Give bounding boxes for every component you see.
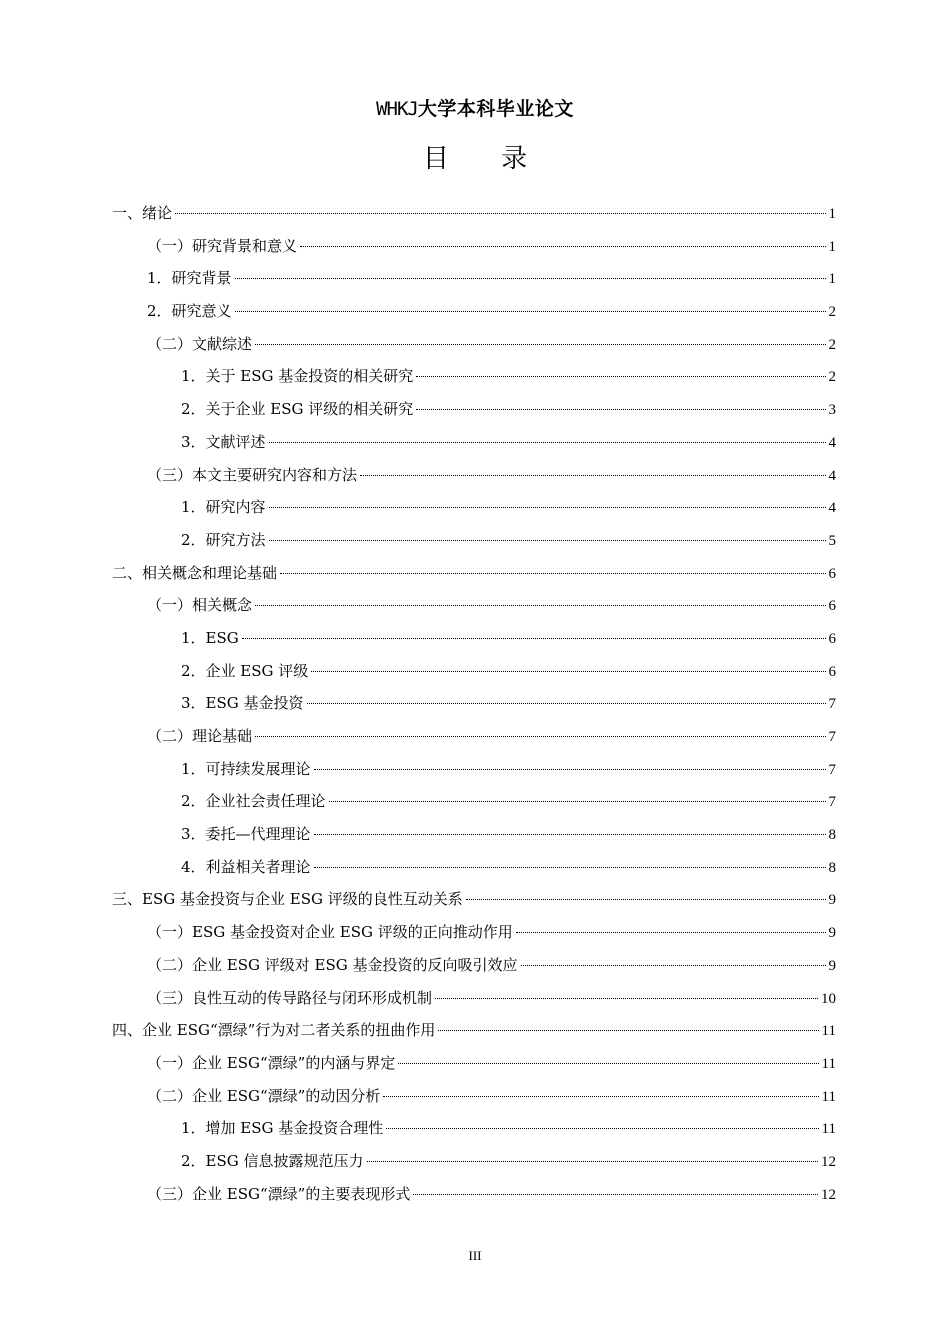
toc-dot-leader [235, 278, 826, 279]
toc-entry[interactable] [0, 328, 950, 361]
toc-entry[interactable] [0, 491, 950, 524]
toc-dot-leader [314, 769, 826, 770]
toc-entry-page-number: 6 [828, 630, 836, 647]
toc-dot-leader [329, 801, 826, 802]
toc-entry-label: 3．委托—代理理论 [181, 825, 311, 844]
toc-dot-leader [466, 899, 826, 900]
toc-dot-leader [416, 409, 825, 410]
toc-dot-leader [280, 573, 825, 574]
toc-entry[interactable] [0, 1014, 950, 1047]
toc-dot-leader [300, 246, 825, 247]
toc-entry-page-number: 7 [828, 729, 836, 745]
toc-dot-leader [398, 1063, 818, 1064]
toc-entry-label: （三）企业 ESG“漂绿”的主要表现形式 [147, 1184, 411, 1203]
toc-entry-label: （二）企业 ESG“漂绿”的动因分析 [147, 1086, 381, 1105]
toc-dot-leader [175, 213, 825, 214]
toc-entry-page-number: 1 [828, 271, 836, 288]
toc-dot-leader [367, 1161, 818, 1162]
toc-dot-leader [435, 998, 818, 999]
toc-entry[interactable] [0, 622, 950, 655]
toc-entry-label: 三、ESG 基金投资与企业 ESG 评级的良性互动关系 [112, 890, 463, 909]
toc-entry[interactable] [0, 851, 950, 884]
toc-entry[interactable] [0, 197, 950, 230]
toc-entry-label: （三）本文主要研究内容和方法 [147, 465, 358, 484]
toc-entry-label: （一）ESG 基金投资对企业 ESG 评级的正向推动作用 [147, 923, 513, 942]
toc-dot-leader [269, 540, 826, 541]
toc-entry-page-number: 4 [828, 467, 836, 484]
toc-entry-page-number: 4 [828, 434, 836, 451]
toc-entry-label: （一）相关概念 [147, 596, 253, 615]
toc-entry-label: 1．增加 ESG 基金投资合理性 [181, 1119, 384, 1138]
toc-entry-page-number: 2 [828, 304, 836, 321]
toc-dot-leader [255, 605, 825, 606]
toc-dot-leader [255, 736, 825, 737]
toc-entry-page-number: 6 [828, 598, 836, 615]
toc-entry-page-number: 12 [821, 1153, 836, 1170]
toc-entry[interactable] [0, 883, 950, 916]
toc-entry-label: 1．研究内容 [181, 498, 266, 517]
toc-entry-label: （一）研究背景和意义 [147, 236, 298, 255]
toc-dot-leader [235, 311, 826, 312]
toc-entry[interactable] [0, 262, 950, 295]
toc-dot-leader [255, 344, 825, 345]
toc-dot-leader [314, 867, 826, 868]
toc-dot-leader [242, 638, 826, 639]
toc-entry-label: 四、企业 ESG“漂绿”行为对二者关系的扭曲作用 [112, 1021, 436, 1040]
toc-entry[interactable] [0, 295, 950, 328]
header-latin-text: WHKJ [376, 98, 418, 120]
toc-entry-label: 2．企业 ESG 评级 [181, 661, 309, 680]
toc-entry[interactable] [0, 785, 950, 818]
toc-entry-page-number: 8 [828, 827, 836, 844]
toc-entry[interactable] [0, 687, 950, 720]
toc-entry[interactable] [0, 1080, 950, 1113]
toc-entry-page-number: 3 [828, 402, 836, 419]
toc-entry[interactable] [0, 393, 950, 426]
toc-entry-page-number: 6 [828, 663, 836, 680]
toc-entry[interactable] [0, 524, 950, 557]
toc-dot-leader [307, 703, 826, 704]
toc-entry-page-number: 11 [821, 1088, 836, 1105]
toc-dot-leader [413, 1194, 818, 1195]
toc-entry[interactable] [0, 949, 950, 982]
toc-entry[interactable] [0, 230, 950, 263]
toc-entry-page-number: 7 [828, 696, 836, 713]
toc-entry-label: 一、绪论 [112, 204, 173, 222]
toc-entry-label: 2．ESG 信息披露规范压力 [181, 1151, 364, 1170]
toc-entry-label: （三）良性互动的传导路径与闭环形成机制 [147, 988, 433, 1007]
toc-entry[interactable] [0, 720, 950, 753]
toc-entry-page-number: 11 [821, 1023, 836, 1040]
toc-entry[interactable] [0, 753, 950, 786]
toc-entry-page-number: 5 [828, 532, 836, 549]
toc-dot-leader [314, 834, 826, 835]
toc-entry[interactable] [0, 916, 950, 949]
toc-dot-leader [383, 1096, 818, 1097]
toc-dot-leader [516, 932, 826, 933]
toc-entry[interactable] [0, 426, 950, 459]
toc-entry-label: 1．关于 ESG 基金投资的相关研究 [181, 367, 414, 386]
toc-entry-label: （一）企业 ESG“漂绿”的内涵与界定 [147, 1053, 396, 1072]
toc-entry-page-number: 2 [828, 369, 836, 386]
toc-entry-label: （二）企业 ESG 评级对 ESG 基金投资的反向吸引效应 [147, 955, 518, 974]
toc-entry[interactable] [0, 818, 950, 851]
toc-entry-label: （二）理论基础 [147, 727, 253, 745]
toc-dot-leader [416, 376, 825, 377]
toc-entry-page-number: 1 [828, 206, 836, 222]
toc-entry-page-number: 12 [821, 1186, 836, 1203]
header-chinese-text: 大学本科毕业论文 [417, 98, 574, 120]
toc-entry-page-number: 11 [821, 1055, 836, 1072]
toc-entry-page-number: 7 [828, 761, 836, 778]
toc-entry[interactable] [0, 589, 950, 622]
toc-entry-label: 3．文献评述 [181, 432, 266, 451]
toc-entry[interactable] [0, 557, 950, 590]
toc-dot-leader [269, 507, 826, 508]
toc-entry[interactable] [0, 1178, 950, 1211]
toc-entry-label: 2．关于企业 ESG 评级的相关研究 [181, 400, 414, 419]
toc-entry[interactable] [0, 1047, 950, 1080]
toc-dot-leader [521, 965, 826, 966]
toc-entry[interactable] [0, 459, 950, 492]
toc-entry-label: 1．可持续发展理论 [181, 759, 311, 778]
toc-entry-label: （二）文献综述 [147, 334, 253, 353]
toc-entry-page-number: 11 [821, 1121, 836, 1138]
toc-entry-page-number: 9 [828, 892, 836, 909]
toc-entry-page-number: 4 [828, 500, 836, 517]
toc-entry-page-number: 9 [828, 925, 836, 942]
toc-dot-leader [438, 1030, 818, 1031]
toc-entry-page-number: 2 [828, 336, 836, 353]
toc-entry[interactable] [0, 655, 950, 688]
toc-entry-label: 2．研究方法 [181, 530, 266, 549]
toc-entry-page-number: 7 [828, 794, 836, 811]
toc-dot-leader [269, 442, 826, 443]
toc-entry[interactable] [0, 360, 950, 393]
toc-entry-label: 二、相关概念和理论基础 [112, 563, 278, 582]
toc-entry-page-number: 1 [828, 238, 836, 255]
toc-title: 目 录 [422, 144, 550, 174]
toc-entry-label: 1．研究背景 [147, 269, 232, 288]
toc-entry[interactable] [0, 1145, 950, 1178]
running-header [0, 94, 950, 121]
toc-dot-leader [311, 671, 825, 672]
toc-dot-leader [360, 475, 825, 476]
table-of-contents [0, 197, 950, 1210]
toc-entry[interactable] [0, 1112, 950, 1145]
toc-entry[interactable] [0, 982, 950, 1015]
toc-entry-label: 1．ESG [181, 628, 239, 647]
toc-entry-page-number: 8 [828, 859, 836, 876]
toc-dot-leader [386, 1128, 818, 1129]
toc-entry-label: 2．企业社会责任理论 [181, 792, 326, 811]
toc-entry-page-number: 6 [828, 565, 836, 582]
page-number: III [468, 1248, 482, 1263]
toc-entry-label: 2．研究意义 [147, 302, 232, 321]
toc-entry-label: 4．利益相关者理论 [181, 857, 311, 876]
toc-entry-page-number: 9 [828, 957, 836, 974]
toc-entry-label: 3．ESG 基金投资 [181, 694, 304, 713]
toc-entry-page-number: 10 [821, 990, 836, 1007]
